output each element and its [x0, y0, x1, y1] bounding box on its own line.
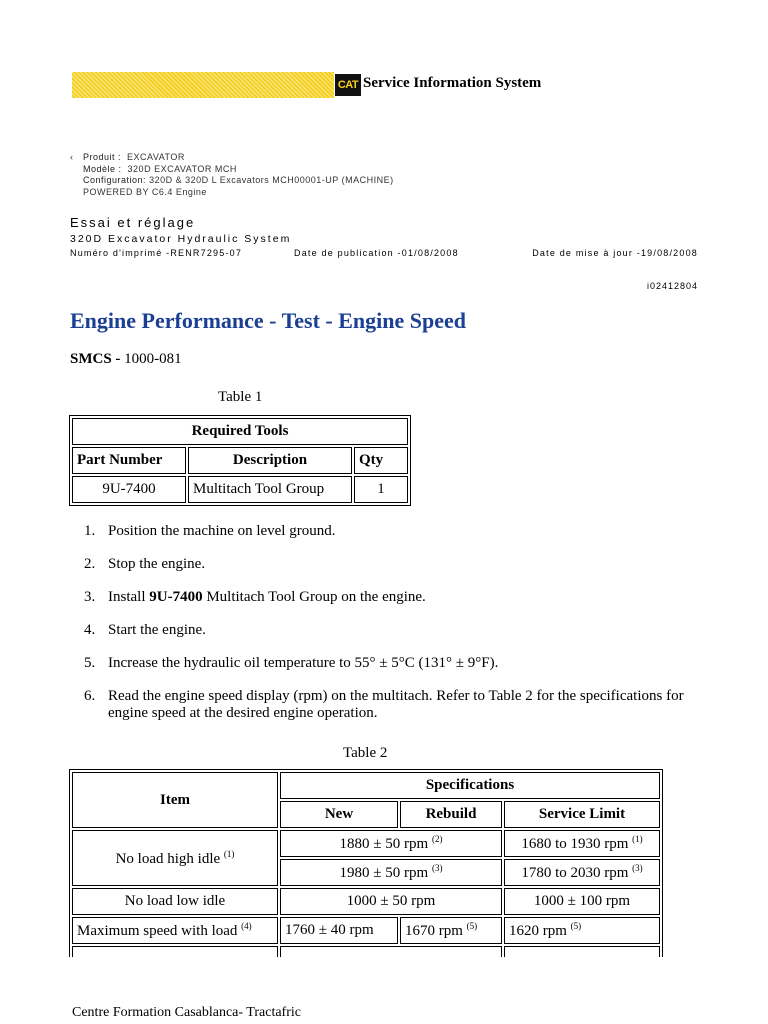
step-text: Position the machine on level ground. — [108, 523, 336, 539]
col-description: Description — [188, 447, 352, 474]
cell-high-idle-new-2 — [280, 859, 502, 886]
page-title: Engine Performance - Test - Engine Speed — [70, 308, 466, 333]
list-item — [84, 622, 704, 639]
cell-high-idle-limit-2 — [504, 859, 660, 886]
modele-label: Modèle : — [83, 163, 122, 174]
smcs-value: 1000-081 — [124, 351, 182, 367]
table1-caption: Table 1 — [218, 389, 263, 405]
table-row — [72, 830, 660, 857]
cell-max-label — [72, 917, 278, 944]
step-part-number: 9U-7400 — [149, 589, 203, 605]
table2-caption: Table 2 — [343, 745, 388, 761]
product-meta — [70, 152, 394, 198]
col-part-number: Part Number — [72, 447, 186, 474]
max-speed-label: Maximum speed with load — [77, 923, 238, 939]
footnote-ref: (5) — [570, 921, 582, 931]
cell-max-limit — [504, 917, 660, 944]
cell-high-idle-label — [72, 830, 278, 886]
modele-value: 320D EXCAVATOR MCH — [127, 163, 237, 174]
update-date: Date de mise à jour -19/08/2008 — [532, 248, 698, 258]
cell-low-idle-limit: 1000 ± 100 rpm — [504, 888, 660, 915]
cell-low-idle-new: 1000 ± 50 rpm — [280, 888, 502, 915]
footnote-ref: (3) — [431, 863, 443, 873]
step-text-post: Multitach Tool Group on the engine. — [202, 589, 426, 605]
smcs-code — [70, 351, 182, 368]
sis-banner — [72, 72, 632, 98]
table-header-row — [72, 447, 408, 474]
doc-id: i02412804 — [646, 281, 698, 291]
doc-subtitle: 320D Excavator Hydraulic System — [70, 233, 292, 245]
page-footer: Centre Formation Casablanca- Tractafric — [72, 1005, 301, 1020]
high-idle-new-1: 1880 ± 50 rpm — [339, 836, 429, 852]
footnote-ref: (1) — [632, 834, 643, 844]
table-row — [72, 888, 660, 915]
list-item — [84, 589, 704, 606]
footnote-ref: (5) — [466, 921, 478, 931]
footnote-ref: (2) — [431, 834, 443, 844]
banner-title: Service Information System — [363, 75, 542, 91]
smcs-label: SMCS - — [70, 351, 121, 367]
cell-low-idle-label: No load low idle — [72, 888, 278, 915]
produit-label: Produit : — [83, 152, 122, 162]
list-item — [84, 655, 704, 672]
col-new: New — [280, 801, 398, 828]
table1-title: Required Tools — [72, 418, 408, 445]
high-idle-label: No load high idle — [115, 850, 221, 867]
high-idle-limit-1: 1680 to 1930 rpm — [521, 836, 629, 852]
step-number: 3. — [84, 589, 96, 605]
step-text: Increase the hydraulic oil temperature to 55° ± 5°C (131° ± 9°F). — [108, 655, 499, 671]
col-specifications: Specifications — [280, 772, 660, 799]
cell-max-new: 1760 ± 40 rpm — [280, 917, 398, 944]
engine-speed-spec-table — [69, 769, 663, 957]
required-tools-table — [69, 415, 411, 506]
table-row — [72, 917, 660, 944]
table-row — [72, 476, 408, 503]
cell-description: Multitach Tool Group — [188, 476, 352, 503]
cell-max-rebuild — [400, 917, 502, 944]
produit-value: EXCAVATOR — [127, 152, 185, 162]
publication-date: Date de publication -01/08/2008 — [294, 248, 459, 258]
step-number: 6. — [84, 688, 96, 704]
list-item — [84, 523, 704, 540]
cell-cutoff — [72, 946, 278, 957]
banner-stripe — [72, 72, 334, 98]
doc-title: Essai et réglage — [70, 215, 196, 230]
list-item — [84, 688, 704, 722]
config-label: Configuration: — [83, 175, 147, 185]
table2-viewport — [69, 769, 663, 957]
footnote-ref: (3) — [632, 863, 643, 873]
col-rebuild: Rebuild — [400, 801, 502, 828]
step-number: 4. — [84, 622, 96, 638]
back-arrow-icon[interactable]: ‹ — [70, 152, 74, 162]
col-qty: Qty — [354, 447, 408, 474]
max-limit: 1620 rpm — [509, 923, 567, 939]
footnote-ref: (4) — [241, 921, 252, 931]
high-idle-limit-2: 1780 to 2030 rpm — [521, 865, 629, 881]
max-rebuild: 1670 rpm — [405, 923, 463, 939]
step-text: Read the engine speed display (rpm) on the multitach. Refer to Table 2 for the specifications for engine speed at the desired engine operation. — [108, 688, 684, 721]
cat-logo-icon: CAT — [335, 74, 361, 96]
config-value: 320D & 320D L Excavators MCH00001-UP (MACHINE) — [149, 175, 394, 185]
print-number: Numéro d'imprimé -RENR7295-07 — [70, 248, 243, 258]
step-text: Start the engine. — [108, 622, 206, 638]
cell-qty: 1 — [354, 476, 408, 503]
step-text-pre: Install — [108, 589, 150, 605]
step-text: Stop the engine. — [108, 556, 206, 572]
table-row-cutoff — [72, 946, 660, 957]
cell-cutoff — [280, 946, 502, 957]
cell-part-number: 9U-7400 — [72, 476, 186, 503]
col-service-limit: Service Limit — [504, 801, 660, 828]
cell-high-idle-limit-1 — [504, 830, 660, 857]
powered-by: POWERED BY C6.4 Engine — [83, 186, 207, 197]
step-number: 2. — [84, 556, 96, 572]
footnote-ref: (1) — [223, 848, 235, 859]
step-number: 1. — [84, 523, 96, 539]
step-number: 5. — [84, 655, 96, 671]
procedure-steps — [84, 523, 704, 738]
cell-cutoff — [504, 946, 660, 957]
cell-high-idle-new-1 — [280, 830, 502, 857]
col-item: Item — [72, 772, 278, 828]
high-idle-new-2: 1980 ± 50 rpm — [339, 865, 429, 881]
list-item — [84, 556, 704, 573]
